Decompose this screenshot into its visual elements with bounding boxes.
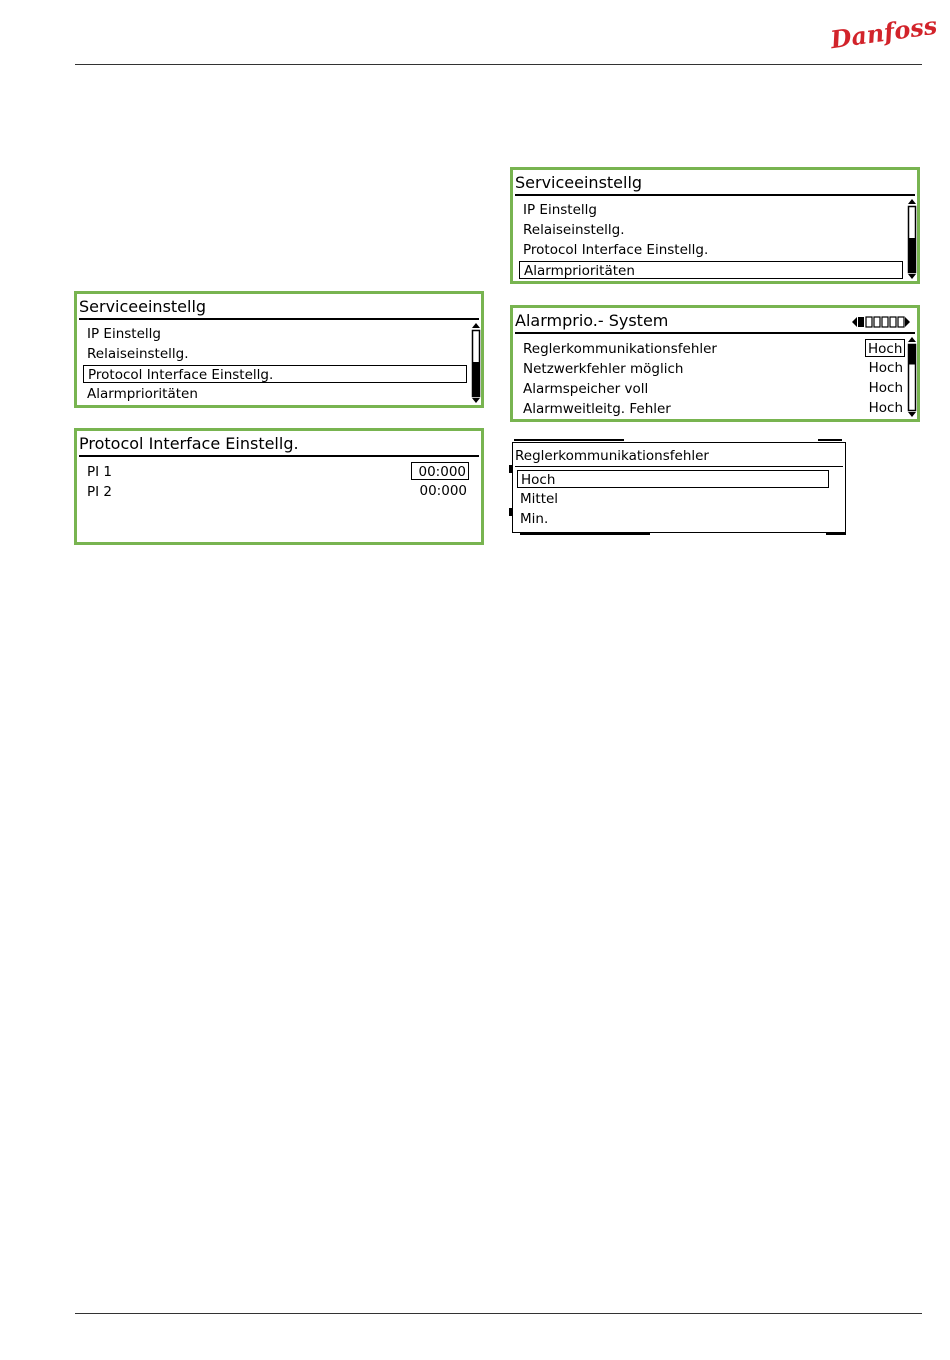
service-settings-panel-left [74, 291, 484, 408]
priority-dropdown-popup [512, 442, 846, 533]
alarm-row-label: Alarmspeicher voll [523, 381, 649, 397]
underlying-screen-edge [520, 533, 650, 535]
footer-rule [75, 1313, 922, 1314]
panel-title: Protocol Interface Einstellg. [79, 433, 479, 457]
scrollbar[interactable] [906, 198, 918, 280]
scrollbar[interactable] [470, 322, 482, 404]
menu-item-relay-settings[interactable]: Relaiseinstellg. [523, 222, 625, 238]
scroll-up-icon [908, 337, 916, 342]
alarm-row-value[interactable]: Hoch [868, 400, 903, 416]
panel-title: Serviceeinstellg [79, 296, 479, 320]
menu-item-alarm-priorities[interactable]: Alarmprioritäten [519, 261, 903, 279]
alarm-row-value[interactable]: Hoch [868, 360, 903, 376]
dropdown-title: Reglerkommunikationsfehler [515, 446, 843, 467]
alarm-row-label: Reglerkommunikationsfehler [523, 341, 717, 357]
scrollbar[interactable] [906, 336, 918, 418]
panel-title: Alarmprio.- System [515, 310, 915, 334]
menu-item-ip-settings[interactable]: IP Einstellg [87, 326, 161, 342]
dropdown-option-high[interactable]: Hoch [517, 470, 829, 488]
menu-item-relay-settings[interactable]: Relaiseinstellg. [87, 346, 189, 362]
dropdown-option-medium[interactable]: Mittel [520, 491, 559, 507]
alarm-row-value[interactable]: Hoch [868, 380, 903, 396]
pi2-value[interactable]: 00:000 [419, 483, 467, 499]
pi2-label: PI 2 [87, 484, 113, 500]
underlying-screen-edge [826, 533, 846, 535]
service-settings-panel-right [510, 167, 920, 284]
svg-text:Danfoss: Danfoss [828, 10, 939, 55]
alarm-priority-system-panel [510, 305, 920, 422]
danfoss-logo [826, 10, 939, 55]
scroll-down-icon [472, 398, 480, 403]
alarm-row-label: Netzwerkfehler möglich [523, 361, 684, 377]
scroll-down-icon [908, 274, 916, 279]
menu-item-protocol-interface[interactable]: Protocol Interface Einstellg. [83, 365, 467, 383]
menu-item-protocol-interface[interactable]: Protocol Interface Einstellg. [523, 242, 709, 258]
scroll-down-icon [908, 412, 916, 417]
underlying-screen-edge [514, 439, 624, 441]
menu-item-alarm-priorities[interactable]: Alarmprioritäten [87, 386, 198, 402]
alarm-row-label: Alarmweitleitg. Fehler [523, 401, 671, 417]
scroll-up-icon [908, 199, 916, 204]
pi1-value[interactable]: 00:000 [411, 462, 469, 480]
page-indicator-icon[interactable] [852, 316, 916, 328]
header-rule [75, 64, 922, 65]
dropdown-option-min[interactable]: Min. [520, 511, 549, 527]
scroll-up-icon [472, 323, 480, 328]
menu-item-ip-settings[interactable]: IP Einstellg [523, 202, 597, 218]
pi1-label: PI 1 [87, 464, 113, 480]
underlying-screen-edge [818, 439, 842, 441]
panel-title: Serviceeinstellg [515, 172, 915, 196]
alarm-row-value[interactable]: Hoch [865, 339, 905, 357]
protocol-interface-panel [74, 428, 484, 545]
